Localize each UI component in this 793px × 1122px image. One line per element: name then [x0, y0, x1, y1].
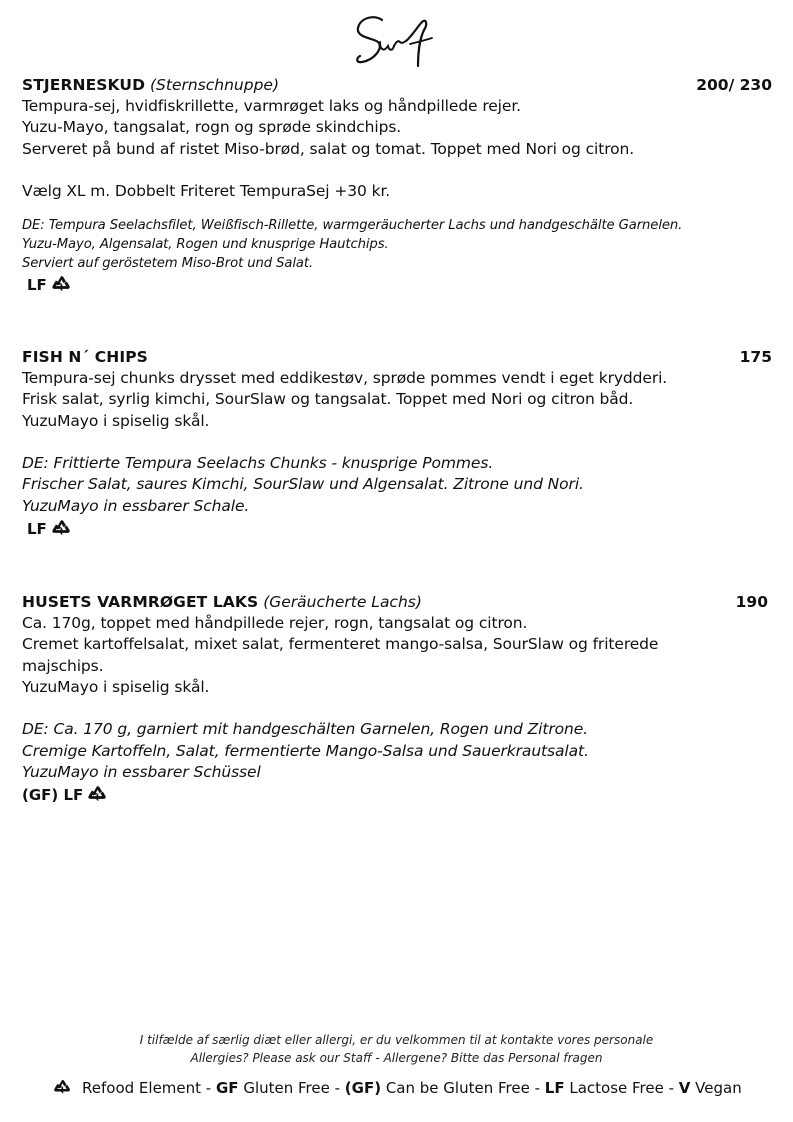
item-description-line: Yuzu-Mayo, tangsalat, rogn og sprøde skindchips. — [22, 118, 402, 137]
item-german-line: Yuzu-Mayo, Algensalat, Rogen und knusprige Hautchips. — [22, 237, 389, 253]
item-description-line: Tempura-sej chunks drysset med eddikestøv, sprøde pommes vendt i eget krydderi. — [22, 369, 668, 387]
item-name: FISH N´ CHIPS — [22, 348, 148, 366]
item-german-line: DE: Frittierte Tempura Seelachs Chunks - knusprige Pommes. — [22, 454, 494, 473]
item-german-line: YuzuMayo in essbarer Schüssel — [22, 763, 261, 782]
surf-script-logo — [352, 8, 442, 74]
item-header — [22, 592, 772, 613]
item-header — [22, 347, 772, 368]
item-dietary-tags — [22, 273, 772, 297]
item-description-line: YuzuMayo i spiselig skål. — [22, 411, 210, 430]
item-extra-option: Vælg XL m. Dobbelt Friteret TempuraSej +30 kr. — [22, 182, 391, 201]
item-name: STJERNESKUD — [22, 76, 146, 94]
item-description-line: Ca. 170g, toppet med håndpillede rejer, rogn, tangsalat og citron. — [22, 614, 528, 632]
recycle-icon — [51, 1077, 73, 1099]
allergy-note — [0, 1032, 793, 1067]
legend-cgf-code: (GF) — [344, 1079, 382, 1097]
legend-lf-label: Lactose Free - — [564, 1079, 679, 1097]
recycle-icon — [50, 274, 72, 296]
item-german-line: Serviert auf geröstetem Miso-Brot und Salat. — [22, 256, 314, 272]
item-subtitle: (Sternschnuppe) — [149, 76, 280, 94]
item-price: 200/ 230 — [696, 76, 772, 94]
item-header — [22, 75, 772, 96]
item-german-line: YuzuMayo in essbarer Schale. — [22, 496, 250, 515]
item-german-line: DE: Tempura Seelachsfilet, Weißfisch-Rillette, warmgeräucherter Lachs und handgeschälte Garnelen. — [22, 218, 683, 234]
legend-gf-code: GF — [215, 1079, 239, 1097]
dietary-tag: LF — [27, 520, 47, 539]
legend-lf-code: LF — [544, 1079, 565, 1097]
item-description-line: Tempura-sej, hvidfiskrillette, varmrøget laks og håndpillede rejer. — [22, 97, 522, 115]
recycle-icon — [50, 518, 72, 540]
dietary-legend — [0, 1076, 793, 1100]
menu-item-husets-varmroget-laks — [22, 592, 772, 807]
recycle-icon — [86, 784, 108, 806]
item-price: 175 — [739, 348, 772, 366]
item-price: 190 — [735, 593, 768, 611]
page-title — [0, 8, 793, 78]
menu-item-stjerneskud — [22, 75, 772, 297]
item-german-line: Cremige Kartoffeln, Salat, fermentierte Mango-Salsa und Sauerkrautsalat. — [22, 741, 589, 760]
item-description-line: Frisk salat, syrlig kimchi, SourSlaw og tangsalat. Toppet med Nori og citron båd. — [22, 390, 634, 409]
dietary-tag: LF — [27, 276, 47, 295]
allergy-note-english-german: Allergies? Please ask our Staff - Allergene? Bitte das Personal fragen — [190, 1050, 603, 1065]
item-german-line: DE: Ca. 170 g, garniert mit handgeschälten Garnelen, Rogen und Zitrone. — [22, 720, 588, 739]
item-description-line: YuzuMayo i spiselig skål. — [22, 677, 210, 696]
item-description-line: majschips. — [22, 656, 104, 675]
legend-v-label: Vegan — [690, 1079, 742, 1097]
legend-cgf-label: Can be Gluten Free - — [381, 1079, 545, 1097]
dietary-tag: (GF) LF — [22, 786, 84, 805]
legend-refood-label: Refood Element - — [77, 1079, 216, 1097]
item-dietary-tags — [22, 783, 772, 807]
legend-gf-label: Gluten Free - — [238, 1079, 345, 1097]
item-german-line: Frischer Salat, saures Kimchi, SourSlaw und Algensalat. Zitrone und Nori. — [22, 475, 584, 494]
item-subtitle: (Geräucherte Lachs) — [263, 593, 422, 611]
item-dietary-tags — [22, 517, 772, 541]
item-name: HUSETS VARMRØGET LAKS — [22, 593, 259, 611]
menu-item-fish-n-chips — [22, 347, 772, 541]
item-description-line: Cremet kartoffelsalat, mixet salat, fermenteret mango-salsa, SourSlaw og friterede — [22, 635, 659, 654]
legend-v-code: V — [678, 1079, 691, 1097]
item-description-line: Serveret på bund af ristet Miso-brød, salat og tomat. Toppet med Nori og citron. — [22, 139, 635, 158]
allergy-note-danish: I tilfælde af særlig diæt eller allergi, er du velkommen til at kontakte vores personale — [139, 1033, 654, 1047]
